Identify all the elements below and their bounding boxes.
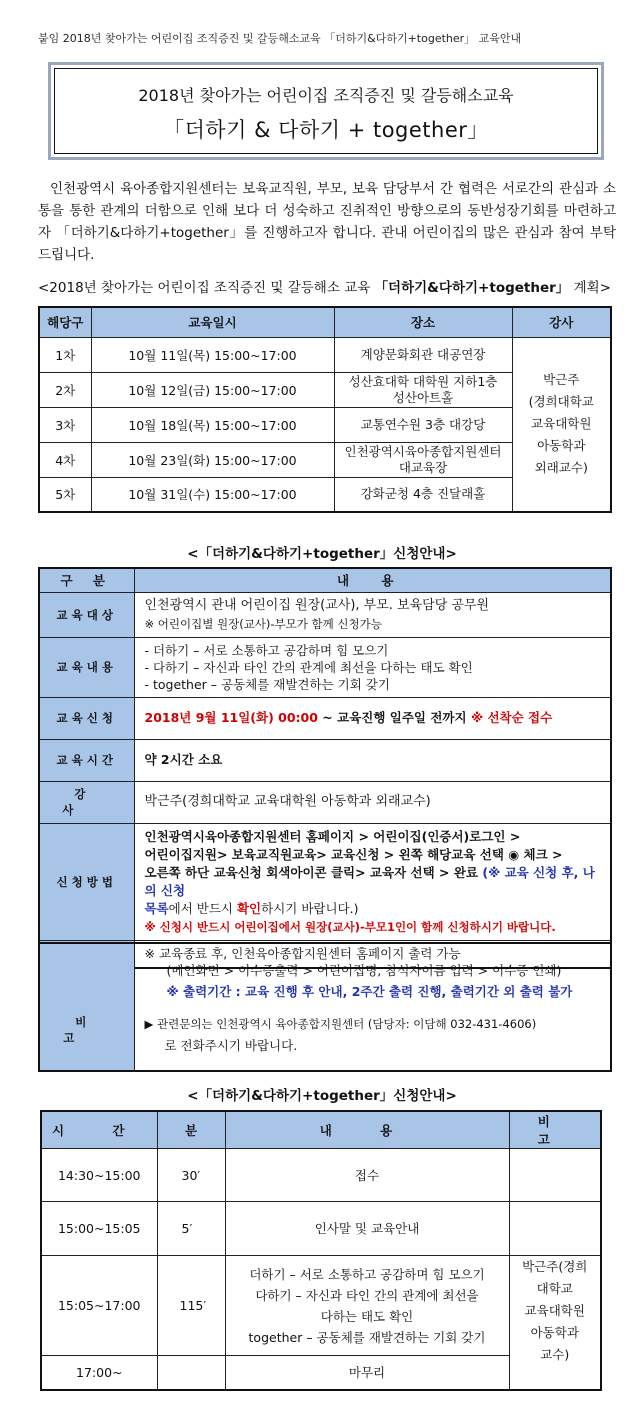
col-content-text: 내 용 [319, 1123, 415, 1138]
place-line: 인천광역시육아종합지원센터 [344, 443, 502, 459]
round-cell: 4차 [39, 442, 91, 477]
apply-start: 2018년 9월 11일(화) 00:00 [144, 710, 318, 725]
method-note-blue: (※ 교육 신청 후, 나의 신청 [144, 864, 595, 898]
remarks-cell [134, 943, 611, 1071]
program-min: 30′ [157, 1149, 225, 1202]
lecturer-cell [512, 337, 611, 512]
program-content: 마무리 [225, 1356, 509, 1390]
table-row [39, 637, 611, 697]
lecturer-line: 박근주 [543, 372, 580, 388]
program-note [509, 1256, 601, 1390]
time-cell: 약 2시간 소요 [134, 739, 611, 781]
col-note-text: 비 고 [537, 1114, 572, 1147]
place-line: 계양문화회관 대공연장 [360, 346, 486, 362]
program-note-line: 교육대학원 [524, 1303, 585, 1318]
info-table [38, 567, 612, 969]
apply-mid: ~ 교육진행 일주일 전까지 [317, 710, 471, 725]
place-line: 강화군청 4층 진달래홀 [360, 486, 486, 502]
info-header-row [39, 568, 611, 592]
content-cell [134, 637, 611, 697]
col-datetime: 교육일시 [91, 307, 334, 337]
col-category: 구 분 [39, 568, 134, 592]
plan-heading-suffix: 계획> [569, 280, 611, 296]
cert-cell: ※ 교육종료 후, 인천육아종합지원센터 홈페이지 출력 가능 [134, 940, 611, 968]
apply-cell [134, 697, 611, 739]
program-content-line: 다하기 – 자신과 타인 간의 관계에 최선을 [255, 1287, 479, 1303]
round-cell: 1차 [39, 337, 91, 372]
remarks-label [39, 943, 134, 1071]
intro-paragraph [38, 178, 616, 266]
target-cell [134, 592, 611, 637]
method-warning: ※ 신청시 반드시 어린이집에서 원장(교사)-부모1인이 함께 신청하시기 바랍니다. [144, 919, 556, 934]
place-cell [334, 477, 512, 512]
col-time [41, 1111, 157, 1149]
lecturer-line: 아동학과 [537, 438, 586, 454]
col-min: 분 [157, 1111, 225, 1149]
col-note [509, 1111, 601, 1149]
place-cell [334, 407, 512, 442]
method-line-text: 오른쪽 하단 교육신청 회색아이콘 클릭> 교육자 선택 > 완료 [144, 864, 478, 880]
place-cell [334, 442, 512, 477]
table-row [39, 823, 611, 940]
info-heading: <「더하기&다하기+together」신청안내> [187, 546, 457, 562]
round-cell: 2차 [39, 372, 91, 407]
content-line: - together – 공동체를 재발견하는 기회 갖기 [144, 676, 390, 692]
program-heading: <「더하기&다하기+together」신청안내> [187, 1088, 457, 1104]
col-time-text: 시 간 [51, 1123, 147, 1138]
lecturer-label-text: 강 사 [62, 787, 124, 817]
content-line: - 다하기 – 자신과 타인 간의 관계에 최선을 다하는 태도 확인 [144, 659, 473, 675]
remarks-period: ※ 출력기간 : 교육 진행 후 안내, 2주간 출력 진행, 출력기간 외 출력 불가 [166, 984, 573, 999]
table-row [39, 337, 611, 372]
method-line: 어린이집지원> 보육교직원교육> 교육신청 > 왼쪽 해당교육 선택 ◉ 체크 > [144, 846, 563, 862]
title-box [48, 62, 604, 160]
method-line [145, 900, 601, 918]
program-min [157, 1356, 225, 1390]
method-note-end: 하시기 바랍니다.) [261, 900, 359, 916]
program-content-line: 다하는 태도 확인 [320, 1308, 414, 1324]
program-header-row [41, 1111, 601, 1149]
program-content: 접수 [225, 1149, 509, 1202]
plan-heading-bold: 「더하기&다하기+together」 [374, 280, 570, 296]
title-inner [54, 68, 598, 154]
apply-first-come: ※ 선착순 접수 [470, 710, 553, 725]
remarks-contact-end: 로 전화주시기 바랍니다. [164, 1038, 298, 1053]
table-row [39, 739, 611, 781]
col-round: 해당구 [39, 307, 91, 337]
plan-heading [38, 276, 611, 296]
title-line1: 2018년 찾아가는 어린이집 조직증진 및 갈등해소교육 [138, 86, 514, 105]
program-time: 17:00~ [41, 1356, 157, 1390]
table-row [39, 592, 611, 637]
program-content-line: 더하기 – 서로 소통하고 공감하며 힘 모으기 [249, 1266, 485, 1282]
round-cell: 5차 [39, 477, 91, 512]
remarks-contact: ▶ 관련문의는 인천광역시 육아종합지원센터 (담당자: 이담해 032-431-4606) [144, 1017, 537, 1031]
program-note-line: 박근주(경희 [522, 1259, 588, 1274]
title-line2: 「더하기 & 다하기 + together」 [163, 118, 489, 142]
lecturer-label [39, 781, 134, 823]
place-line: 성산효대학 대학원 지하1층 [348, 373, 498, 389]
lecturer-line: 교육대학원 [531, 416, 592, 432]
schedule-table [38, 306, 612, 513]
table-row [39, 697, 611, 739]
program-min: 115′ [157, 1256, 225, 1356]
target-note: ※ 어린이집별 원장(교사)-부모가 함께 신청가능 [144, 616, 382, 631]
col-program-content [225, 1111, 509, 1149]
table-row [41, 1256, 601, 1356]
program-note-empty [509, 1149, 601, 1202]
target-line: 인천광역시 관내 어린이집 원장(교사), 부모. 보육담당 공무원 [144, 597, 490, 613]
program-time: 14:30~15:00 [41, 1149, 157, 1202]
col-content: 내 용 [134, 568, 611, 592]
time-label: 교육시간 [39, 739, 134, 781]
program-note-line: 교수) [540, 1347, 570, 1362]
datetime-cell: 10월 11일(목) 15:00~17:00 [91, 337, 334, 372]
place-cell [334, 372, 512, 407]
datetime-cell: 10월 31일(수) 15:00~17:00 [91, 477, 334, 512]
content-line: - 더하기 – 서로 소통하고 공감하며 힘 모으기 [144, 642, 389, 658]
content-label: 교육내용 [39, 637, 134, 697]
remarks-label-top [39, 944, 135, 1002]
col-lecturer: 강사 [512, 307, 611, 337]
target-label: 교육대상 [39, 592, 134, 637]
place-line: 성산아트홀 [392, 389, 454, 405]
lecturer-value: 박근주(경희대학교 교육대학원 아동학과 외래교수) [134, 781, 611, 823]
program-content: 인사말 및 교육안내 [225, 1202, 509, 1256]
method-note-red: 확인 [236, 900, 262, 916]
method-line [145, 864, 601, 900]
document-header: 붙임 2018년 찾아가는 어린이집 조직증진 및 갈등해소교육 「더하기&다하기+together」 교육안내 [38, 32, 522, 45]
place-cell [334, 337, 512, 372]
place-line: 교통연수원 3층 대강당 [360, 416, 486, 432]
round-cell: 3차 [39, 407, 91, 442]
method-note-mid: 에서 반드시 [168, 900, 237, 916]
method-cell [134, 823, 611, 940]
method-line: 인천광역시육아종합지원센터 홈페이지 > 어린이집(인증서)로그인 > [144, 828, 521, 844]
table-row [39, 943, 611, 1071]
program-table [40, 1110, 602, 1391]
remarks-line1: (메인화면 > 이수증출력 > 어린이집명, 참석자이름 입력 > 이수증 인쇄) [166, 963, 562, 978]
program-note-empty [509, 1202, 601, 1256]
col-place: 장소 [334, 307, 512, 337]
program-note-line: 대학교 [536, 1281, 573, 1296]
datetime-cell: 10월 18일(목) 15:00~17:00 [91, 407, 334, 442]
datetime-cell: 10월 23일(화) 15:00~17:00 [91, 442, 334, 477]
program-time: 15:00~15:05 [41, 1202, 157, 1256]
program-content-line: together – 공동체를 재발견하는 기회 갖기 [248, 1329, 486, 1345]
program-content [225, 1256, 509, 1356]
program-min: 5′ [157, 1202, 225, 1256]
program-time: 15:05~17:00 [41, 1256, 157, 1356]
intro-text: 인천광역시 육아종합지원센터는 보육교직원, 부모, 보육 담당부서 간 협력은 서로간의 관심과 소통을 통한 관계의 더함으로 인해 보다 더 성숙하고 진취적인 방향으로의 동반성장기회를 마련하고자 「더하기&다하기+together」를 진행하고자 합니다. 관내 어린이집의 많은 관심과 참여 부탁드립니다. [38, 181, 616, 263]
table-row [39, 781, 611, 823]
lecturer-line: 외래교수) [534, 460, 588, 476]
table-row [41, 1149, 601, 1202]
apply-label: 교육신청 [39, 697, 134, 739]
table-row [41, 1202, 601, 1256]
place-line: 대교육장 [398, 459, 448, 475]
schedule-header-row [39, 307, 611, 337]
remarks-label-text: 비 고 [63, 1015, 123, 1045]
datetime-cell: 10월 12일(금) 15:00~17:00 [91, 372, 334, 407]
method-label: 신청방법 [39, 823, 134, 940]
lecturer-line: (경희대학교 [528, 394, 594, 410]
plan-heading-prefix: <2018년 찾아가는 어린이집 조직증진 및 갈등해소 교육 [38, 280, 375, 296]
method-note-blue2: 목록 [144, 900, 169, 916]
remarks-table [38, 942, 612, 1072]
program-note-line: 아동학과 [530, 1325, 579, 1340]
